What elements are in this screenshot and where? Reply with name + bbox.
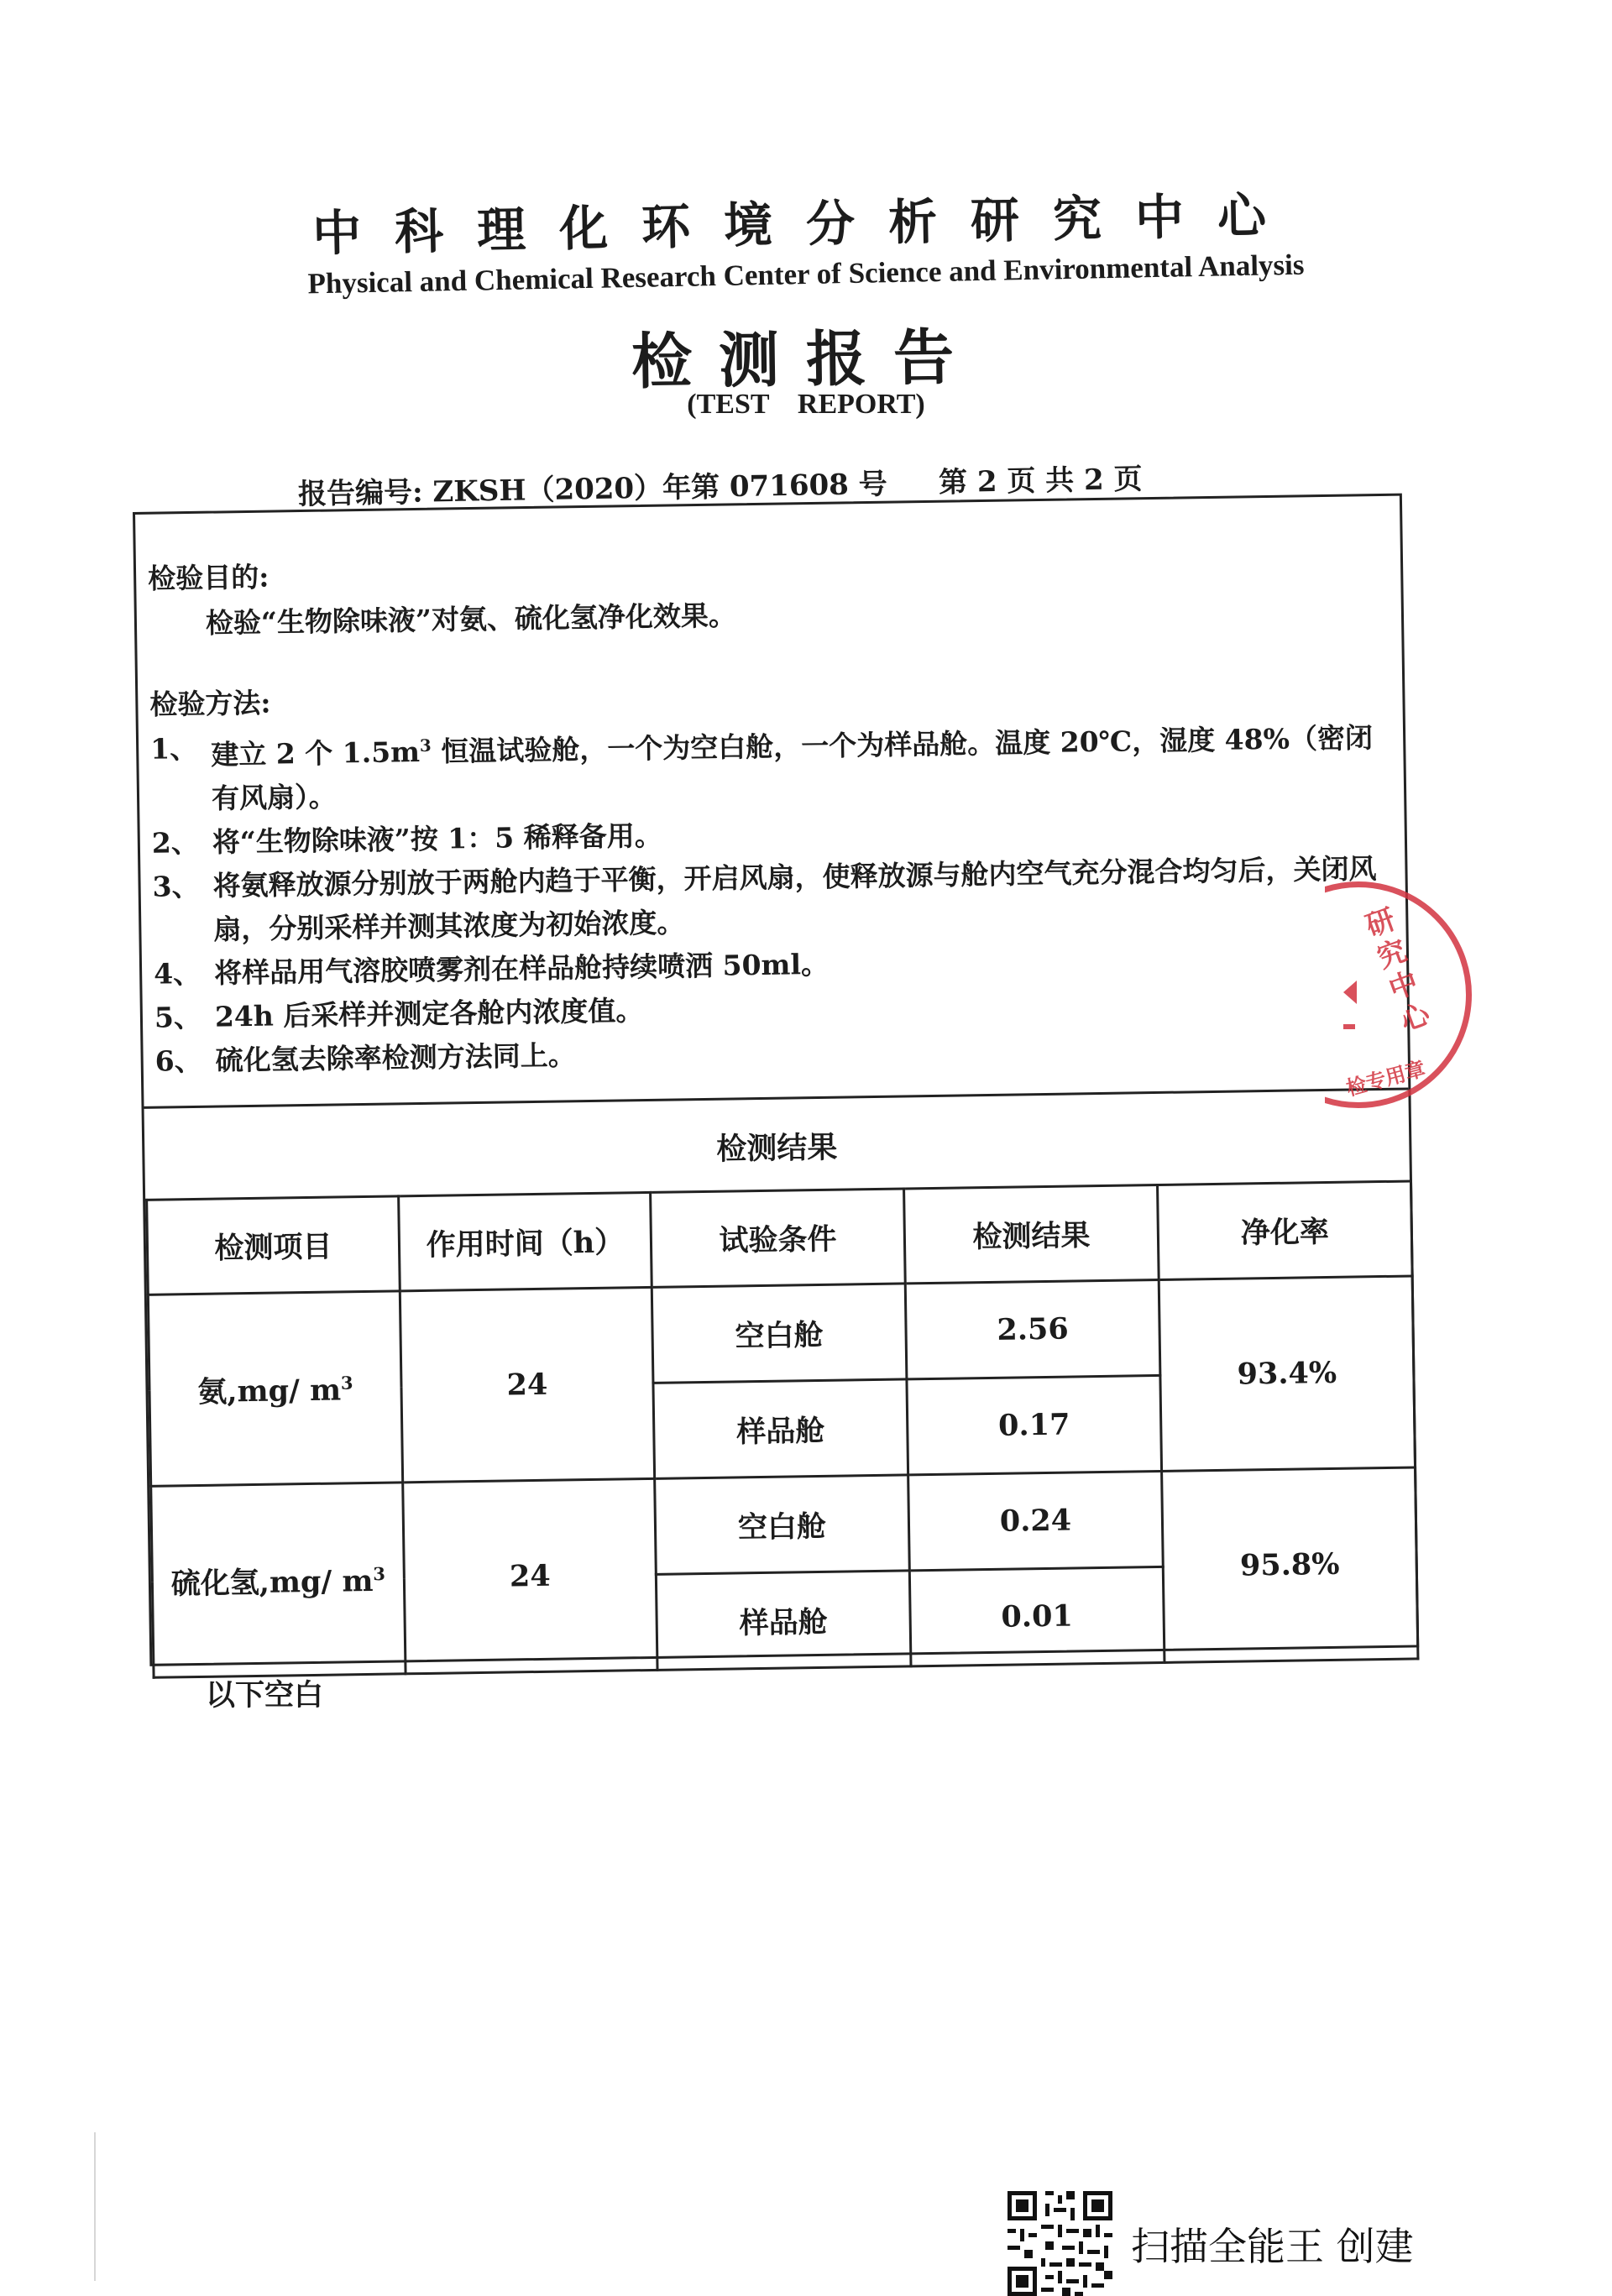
rate-cell: 95.8% xyxy=(1162,1467,1418,1662)
scanner-watermark xyxy=(1008,2191,1414,2296)
purpose-text: 检验“生物除味液”对氨、硫化氢净化效果。 xyxy=(205,599,737,640)
header-item: 检测项目 xyxy=(147,1196,400,1294)
method-item: 3、 将氨释放源分别放于两舱内趋于平衡，开启风扇，使释放源与舱内空气充分混合均匀后，关闭风扇，分别采样并测其浓度为初始浓度。 xyxy=(152,852,1377,946)
condition-cell: 样品舱 xyxy=(653,1379,908,1478)
method-item: 2、 将“生物除味液”按 1：5 稀释备用。 xyxy=(151,819,662,860)
purpose-section xyxy=(148,538,1391,647)
report-frame xyxy=(133,494,1419,1666)
blank-note: 以下空白 xyxy=(206,1678,324,1713)
purpose-heading: 检验目的: xyxy=(147,560,270,595)
seal-subtext: 检专用章 xyxy=(1343,1056,1428,1101)
header-condition: 试验条件 xyxy=(651,1189,906,1287)
time-cell: 24 xyxy=(403,1478,657,1673)
header-rate: 净化率 xyxy=(1158,1181,1413,1279)
method-item: 1、 建立 2 个 $1.5m^3$ 恒温试验舱，一个为空白舱，一个为样品舱。温度 20℃，湿度 48%（密闭有风扇）。 xyxy=(149,721,1374,815)
seal-mark xyxy=(1343,1024,1355,1029)
value-cell: 0.01 xyxy=(909,1566,1165,1666)
value-cell: 2.56 xyxy=(905,1279,1160,1378)
qr-code-icon xyxy=(1008,2191,1112,2296)
condition-cell: 空白舱 xyxy=(655,1475,910,1574)
seal-mark xyxy=(1343,981,1357,1004)
item-cell: 硫化氢,mg/ $m^3$ xyxy=(151,1483,406,1677)
methods-heading: 检验方法: xyxy=(149,686,271,721)
organization-name-cn: 中科理化环境分析研究中心 xyxy=(311,186,1301,263)
header-result: 检测结果 xyxy=(904,1185,1159,1283)
section-divider xyxy=(144,1088,1409,1109)
scanner-brand-text: 扫描全能王 创建 xyxy=(1131,2223,1414,2269)
method-item: 5、 24h 后采样并测定各舱内浓度值。 xyxy=(154,994,644,1034)
header-time: 作用时间（h） xyxy=(399,1192,652,1290)
item-cell: 氨,mg/ $m^3$ xyxy=(148,1291,402,1486)
page-info: 第 2 页 共 2 页 xyxy=(938,462,1143,500)
report-number: 报告编号: ZKSH（2020）年第 071608 号 xyxy=(297,467,888,512)
value-cell: 0.17 xyxy=(907,1375,1162,1474)
results-table xyxy=(145,1179,1419,1678)
report-title-en: (TEST REPORT) xyxy=(687,389,925,420)
method-item: 6、 硫化氢去除率检测方法同上。 xyxy=(154,1038,576,1078)
page-edge-line xyxy=(94,2132,96,2281)
value-cell: 0.24 xyxy=(908,1471,1164,1570)
official-seal xyxy=(1325,881,1484,1133)
report-title-cn: 检测报告 xyxy=(631,321,981,397)
seal-text: 研究中心 xyxy=(1356,903,1435,1042)
condition-cell: 空白舱 xyxy=(652,1284,907,1383)
rate-cell: 93.4% xyxy=(1159,1276,1415,1471)
results-title: 检测结果 xyxy=(716,1129,838,1167)
table-row xyxy=(151,1467,1417,1582)
method-item: 4、 将样品用气溶胶喷雾剂在样品舱持续喷洒 50ml。 xyxy=(153,947,830,991)
time-cell: 24 xyxy=(400,1287,654,1482)
organization-name-en: Physical and Chemical Research Center of Science and Environmental Analysis xyxy=(307,248,1305,301)
methods-list xyxy=(150,709,1398,1084)
condition-cell: 样品舱 xyxy=(656,1571,911,1670)
methods-section xyxy=(149,664,1398,1084)
table-row xyxy=(148,1276,1414,1390)
table-header-row xyxy=(147,1181,1413,1294)
